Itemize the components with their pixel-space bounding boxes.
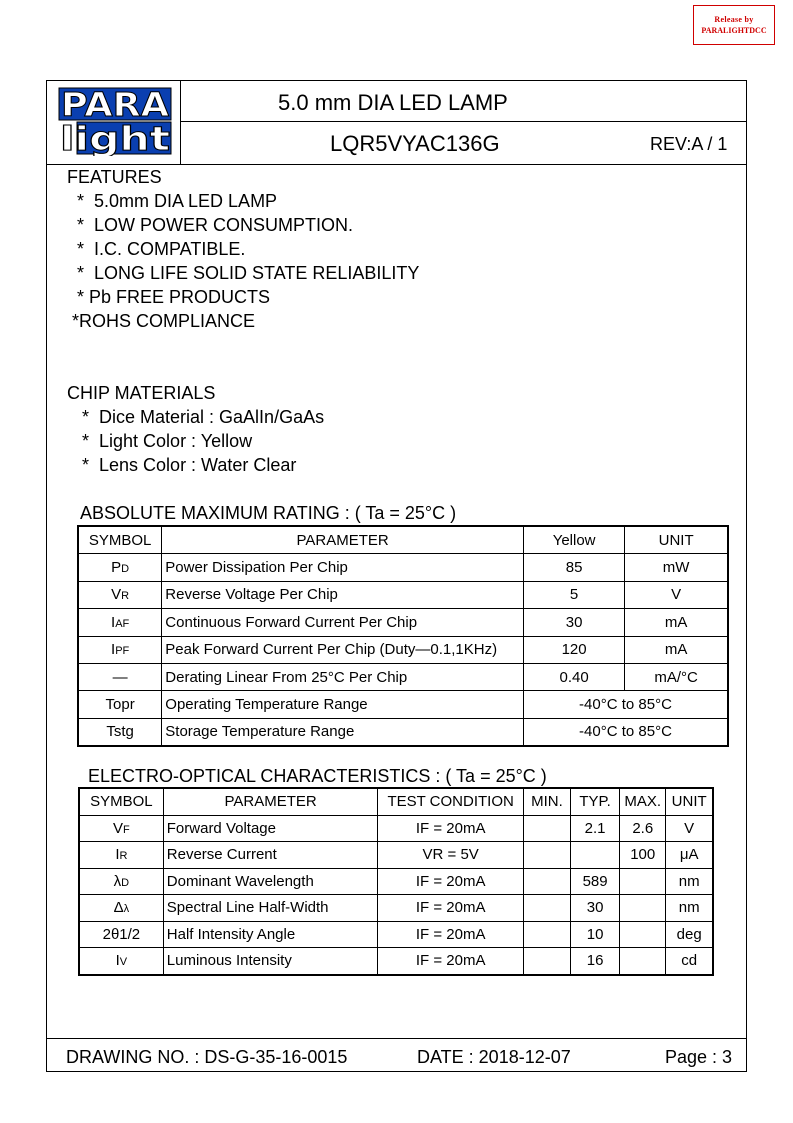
symbol-cell: — (78, 663, 162, 690)
value-cell: 120 (523, 636, 624, 663)
condition-cell: IF = 20mA (378, 921, 523, 948)
table-row (78, 581, 728, 608)
release-stamp (693, 5, 775, 45)
parameter-cell: Dominant Wavelength (163, 868, 378, 895)
max-cell: 100 (620, 842, 666, 869)
condition-cell: IF = 20mA (378, 895, 523, 922)
table-row (78, 691, 728, 718)
symbol-cell: VR (78, 581, 162, 608)
max-cell: 2.6 (620, 815, 666, 842)
typ-cell: 589 (571, 868, 620, 895)
parameter-cell: Reverse Voltage Per Chip (162, 581, 524, 608)
table-header-row (79, 788, 713, 815)
part-number: LQR5VYAC136G (330, 131, 500, 156)
parameter-cell: Reverse Current (163, 842, 378, 869)
column-header: TYP. (571, 788, 620, 815)
table-row (78, 663, 728, 690)
table-row (79, 842, 713, 869)
stamp-line-2: PARALIGHTDCC (701, 26, 767, 35)
feature-item: * Pb FREE PRODUCTS (67, 287, 271, 307)
revision-label: REV:A / 1 (650, 134, 728, 154)
unit-cell: V (625, 581, 728, 608)
max-cell (620, 868, 666, 895)
abs-max-heading: ABSOLUTE MAXIMUM RATING : ( Ta = 25°C ) (80, 503, 457, 523)
chip-material-item: * Light Color : Yellow (67, 431, 253, 451)
symbol-cell: IV (79, 948, 163, 975)
unit-cell: mW (625, 554, 728, 581)
parameter-cell: Forward Voltage (163, 815, 378, 842)
feature-item: * LOW POWER CONSUMPTION. (67, 215, 354, 235)
unit-cell: mA (625, 609, 728, 636)
min-cell (523, 948, 570, 975)
page-number: Page : 3 (665, 1047, 733, 1067)
parameter-cell: Luminous Intensity (163, 948, 378, 975)
column-header: SYMBOL (79, 788, 163, 815)
symbol-cell: IAF (78, 609, 162, 636)
column-header: SYMBOL (78, 526, 162, 554)
condition-cell: IF = 20mA (378, 948, 523, 975)
parameter-cell: Derating Linear From 25°C Per Chip (162, 663, 524, 690)
logo-word-para: PARA (61, 86, 170, 124)
logo-word-light: light (60, 119, 171, 156)
column-header: MAX. (620, 788, 666, 815)
column-header: PARAMETER (163, 788, 378, 815)
table-row (79, 895, 713, 922)
table-row (79, 815, 713, 842)
typ-cell: 16 (571, 948, 620, 975)
symbol-cell: IPF (78, 636, 162, 663)
typ-cell: 30 (571, 895, 620, 922)
parameter-cell: Power Dissipation Per Chip (162, 554, 524, 581)
features-heading: FEATURES (67, 167, 162, 187)
condition-cell: VR = 5V (378, 842, 523, 869)
table-row (78, 609, 728, 636)
unit-cell: nm (666, 868, 713, 895)
parameter-cell: Half Intensity Angle (163, 921, 378, 948)
table-row (79, 868, 713, 895)
parameter-cell: Operating Temperature Range (162, 691, 524, 718)
table-row (79, 948, 713, 975)
table-row (78, 554, 728, 581)
min-cell (523, 895, 570, 922)
electro-optical-table (78, 787, 714, 976)
features-list (67, 191, 419, 335)
header-divider-horizontal (180, 121, 747, 122)
column-header: TEST CONDITION (378, 788, 523, 815)
symbol-cell: Tstg (78, 718, 162, 746)
feature-item: * 5.0mm DIA LED LAMP (67, 191, 278, 211)
header-bottom-rule (46, 164, 747, 165)
feature-item: * I.C. COMPATIBLE. (67, 239, 246, 259)
table-row (78, 718, 728, 746)
parameter-cell: Spectral Line Half-Width (163, 895, 378, 922)
condition-cell: IF = 20mA (378, 815, 523, 842)
parameter-cell: Storage Temperature Range (162, 718, 524, 746)
max-cell (620, 921, 666, 948)
symbol-cell: 2θ1/2 (79, 921, 163, 948)
drawing-number: DRAWING NO. : DS-G-35-16-0015 (66, 1047, 348, 1067)
min-cell (523, 921, 570, 948)
paralight-logo (57, 86, 173, 156)
column-header: PARAMETER (162, 526, 524, 554)
column-header: UNIT (625, 526, 728, 554)
header-divider-vertical (180, 80, 181, 164)
unit-cell: mA/°C (625, 663, 728, 690)
table-header-row (78, 526, 728, 554)
value-cell: 5 (523, 581, 624, 608)
typ-cell (571, 842, 620, 869)
max-cell (620, 948, 666, 975)
column-header: UNIT (666, 788, 713, 815)
min-cell (523, 815, 570, 842)
chip-material-item: * Lens Color : Water Clear (67, 455, 297, 475)
range-cell: -40°C to 85°C (523, 718, 728, 746)
symbol-cell: IR (79, 842, 163, 869)
table-row (78, 636, 728, 663)
value-cell: 85 (523, 554, 624, 581)
min-cell (523, 868, 570, 895)
feature-item: * LONG LIFE SOLID STATE RELIABILITY (67, 263, 420, 283)
value-cell: 30 (523, 609, 624, 636)
unit-cell: deg (666, 921, 713, 948)
chip-material-item: * Dice Material : GaAlIn/GaAs (67, 407, 325, 427)
typ-cell: 2.1 (571, 815, 620, 842)
typ-cell: 10 (571, 921, 620, 948)
unit-cell: mA (625, 636, 728, 663)
symbol-cell: Topr (78, 691, 162, 718)
document-title: 5.0 mm DIA LED LAMP (278, 90, 508, 115)
column-header: MIN. (523, 788, 570, 815)
symbol-cell: λD (79, 868, 163, 895)
logo-graphic (57, 86, 173, 156)
footer-top-rule (46, 1038, 747, 1039)
symbol-cell: Δλ (79, 895, 163, 922)
unit-cell: nm (666, 895, 713, 922)
abs-max-table (77, 525, 729, 747)
unit-cell: cd (666, 948, 713, 975)
symbol-cell: VF (79, 815, 163, 842)
symbol-cell: PD (78, 554, 162, 581)
stamp-line-1: Release by (714, 15, 754, 24)
min-cell (523, 842, 570, 869)
parameter-cell: Continuous Forward Current Per Chip (162, 609, 524, 636)
table-row (79, 921, 713, 948)
chip-materials-heading: CHIP MATERIALS (67, 383, 216, 403)
column-header: Yellow (523, 526, 624, 554)
document-date: DATE : 2018-12-07 (417, 1047, 571, 1067)
max-cell (620, 895, 666, 922)
unit-cell: μA (666, 842, 713, 869)
parameter-cell: Peak Forward Current Per Chip (Duty—0.1,1KHz) (162, 636, 524, 663)
unit-cell: V (666, 815, 713, 842)
condition-cell: IF = 20mA (378, 868, 523, 895)
value-cell: 0.40 (523, 663, 624, 690)
electro-optical-heading: ELECTRO-OPTICAL CHARACTERISTICS : ( Ta = 25°C ) (88, 766, 547, 786)
feature-item: *ROHS COMPLIANCE (67, 311, 256, 331)
range-cell: -40°C to 85°C (523, 691, 728, 718)
chip-materials-list (67, 407, 324, 479)
